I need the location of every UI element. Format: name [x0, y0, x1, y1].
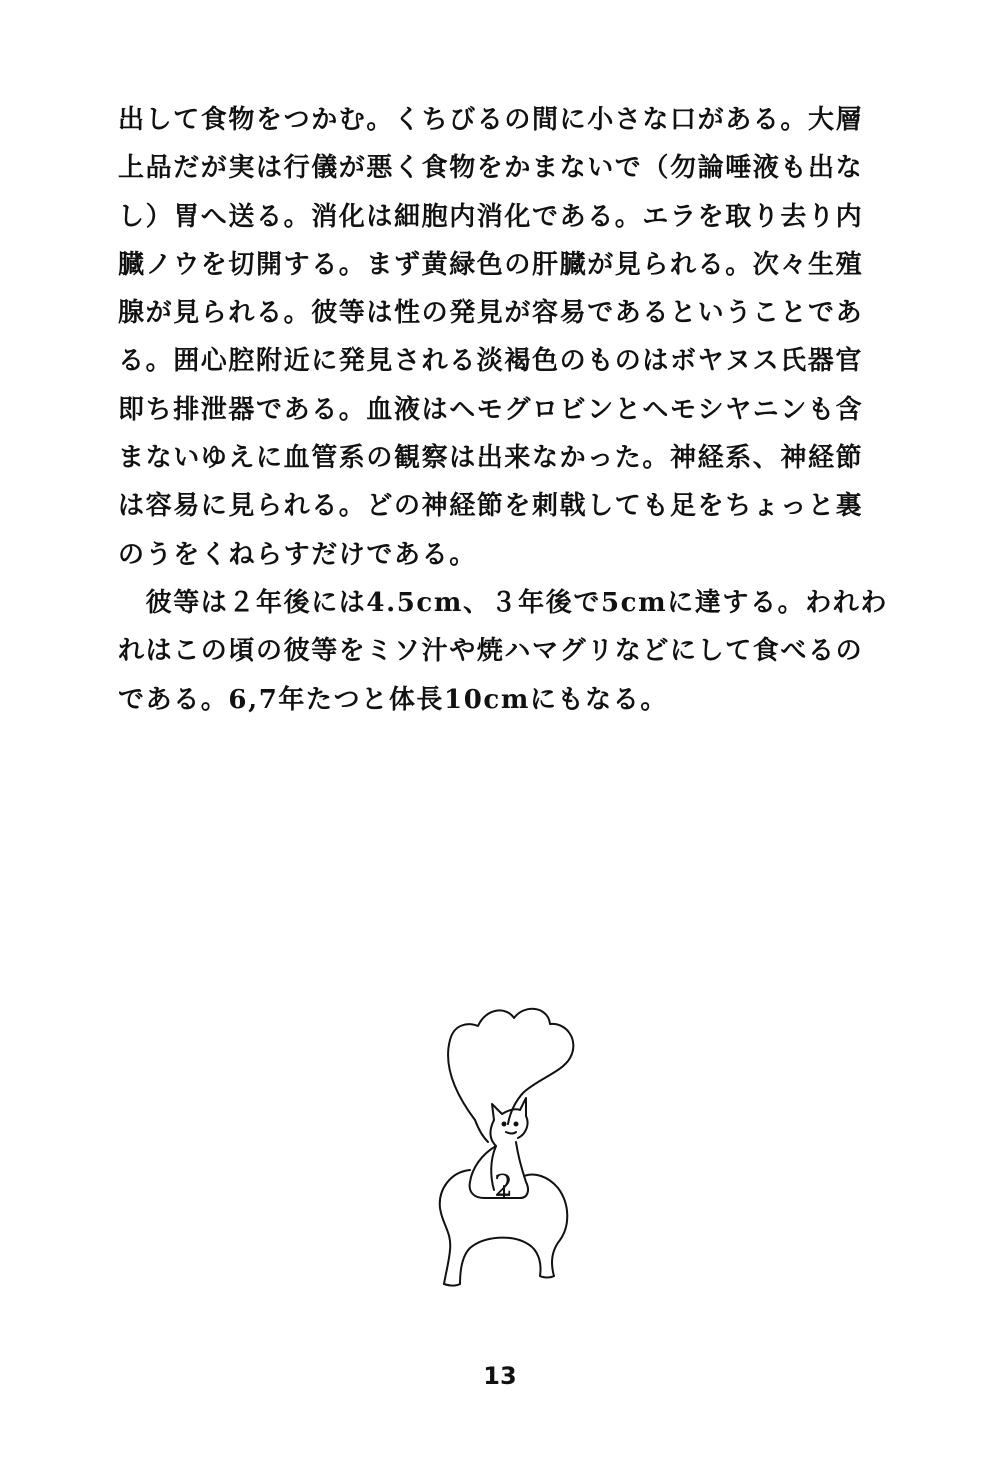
- text-line-3: し）胃へ送る。消化は細胞内消化である。エラを取り去り内: [118, 201, 864, 232]
- page-number: 13: [483, 1362, 517, 1390]
- text-line-6: る。囲心腔附近に発見される淡褐色のものはボヤヌス氏器官: [118, 346, 863, 377]
- text-line-5: 腺が見られる。彼等は性の発見が容易であるということであ: [118, 298, 864, 329]
- cat-on-clam-drawing-icon: [420, 1000, 600, 1300]
- text-line-13: である。6,7年たつと体長10cmにもなる。: [118, 684, 668, 715]
- illustration-label: 2: [494, 1169, 514, 1204]
- text-line-1: 出して食物をつかむ。くちびるの間に小さな口がある。大層: [118, 105, 864, 135]
- text-line-2: 上品だが実は行儀が悪く食物をかまないで（勿論唾液も出な: [118, 153, 864, 184]
- text-line-10: のうをくねらすだけである。: [118, 539, 477, 570]
- text-line-8: まないゆえに血管系の観察は出来なかった。神経系、神経節: [118, 443, 864, 474]
- text-line-12: れはこの頃の彼等をミソ汁や焼ハマグリなどにして食べるの: [118, 636, 864, 667]
- text-line-11: 彼等は２年後には4.5cm、３年後で5cmに達する。われわ: [118, 587, 889, 618]
- text-line-4: 臓ノウを切開する。まず黄緑色の肝臓が見られる。次々生殖: [118, 249, 864, 280]
- text-line-7: 即ち排泄器である。血液はヘモグロビンとヘモシヤニンも含: [118, 394, 864, 425]
- text-line-9: は容易に見られる。どの神経節を刺戟しても足をちょっと裏: [118, 491, 864, 522]
- body-text: [118, 96, 893, 724]
